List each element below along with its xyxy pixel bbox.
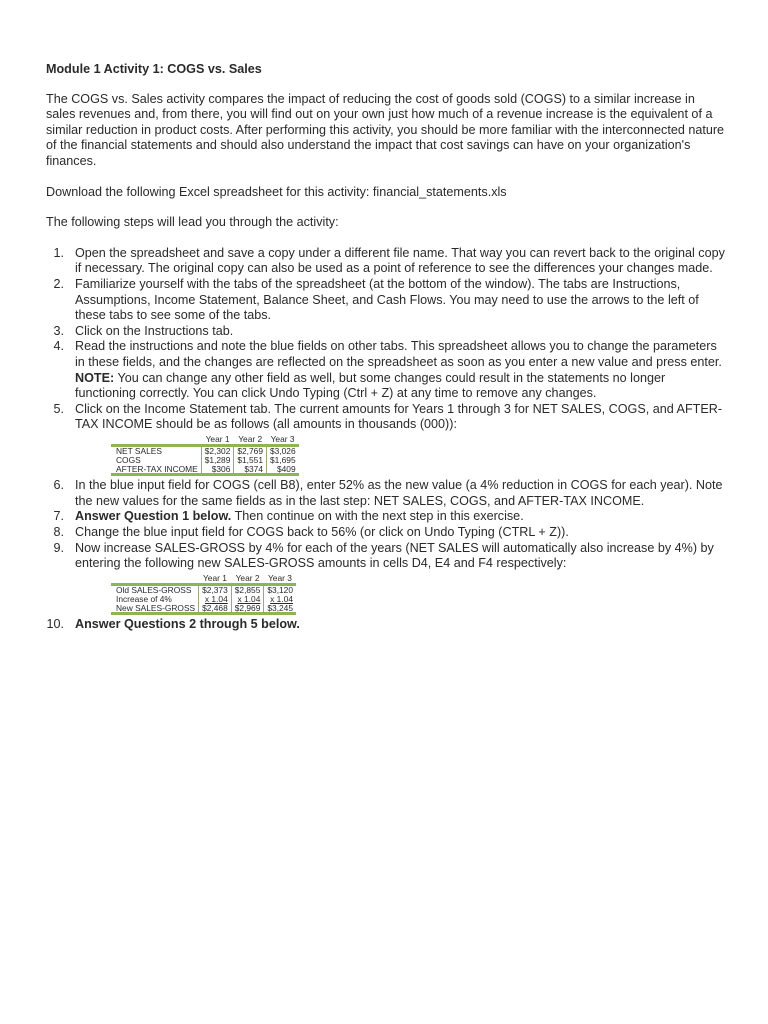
table-cell: $3,026	[266, 446, 298, 456]
step-item	[46, 339, 726, 401]
step-number: 8.	[53, 525, 64, 540]
row-label: Increase of 4%	[116, 594, 172, 604]
column-header: Year 1	[202, 572, 227, 583]
step-text: Change the blue input field for COGS back to 56% (or click on Undo Typing (CTRL + Z)).	[75, 525, 569, 540]
table-cell: $1,695	[266, 456, 298, 465]
step-number: 1.	[53, 245, 64, 260]
table-row	[111, 604, 296, 614]
table-cell: $374	[234, 465, 267, 475]
step-item	[46, 246, 726, 277]
table-header-row	[111, 435, 299, 446]
intro-paragraph: The COGS vs. Sales activity compares the impact of reducing the cost of goods sold (COGS) to a similar increase in sales revenues and, from there, you will find out on your own just how much of a revenue increase is the equivalent of a similar reduction in product costs. After performing this activity, you should be more familiar with the interconnected nature of the financial statements and should also understand the impact that cost savings can have on your organization's finances.	[46, 91, 725, 168]
table-cell: x 1.04	[231, 595, 264, 604]
table-cell: $3,120	[264, 585, 296, 595]
step-number: 3.	[53, 323, 64, 338]
step-bold-text: Answer Question 1 below.	[75, 509, 232, 524]
steps-list	[46, 246, 726, 633]
table-cell: $2,302	[201, 446, 234, 456]
sales-gross-table	[111, 574, 296, 615]
step-item	[46, 525, 726, 541]
note-label: NOTE:	[75, 370, 115, 385]
income-statement-table	[111, 435, 299, 476]
table-cell: $409	[266, 465, 298, 475]
column-header: Year 3	[267, 572, 292, 583]
step-item	[46, 277, 726, 324]
step-item	[46, 509, 726, 525]
step-bold-text: Answer Questions 2 through 5 below.	[75, 617, 300, 632]
income-table-wrap	[75, 433, 726, 478]
step-number: 10.	[46, 617, 64, 632]
step-number: 2.	[53, 276, 64, 291]
table-cell: $2,969	[231, 604, 264, 614]
step-text: Then continue on with the next step in this exercise.	[231, 509, 524, 524]
step-text: Click on the Instructions tab.	[75, 323, 234, 338]
row-label: AFTER-TAX INCOME	[111, 465, 201, 475]
step-text: Now increase SALES-GROSS by 4% for each of the years (NET SALES will automatically also increase by 4%) by entering the following new SALES-GROSS amounts in cells D4, E4 and F4 respectively:	[75, 540, 714, 571]
step-text: Read the instructions and note the blue fields on other tabs. This spreadsheet allows you to change the parameters in these fields, and the changes are reflected on the spreadsheet as soon as you enter a new value and press enter.	[75, 339, 722, 369]
step-text: In the blue input field for COGS (cell B8), enter 52% as the new value (a 4% reduction in COGS for each year). Note the new values for the same fields as in the last step: NET SALES, COGS, and AFTER-TAX INCOME.	[75, 478, 723, 508]
table-cell: $306	[201, 465, 234, 475]
table-cell: x 1.04	[264, 595, 296, 604]
step-text: Open the spreadsheet and save a copy under a different file name. That way you can revert back to the original copy if necessary. The original copy can also be used as a point of reference to see the differences your changes made.	[75, 245, 725, 276]
row-label: NET SALES	[111, 446, 201, 456]
download-paragraph: Download the following Excel spreadsheet for this activity: financial_statements.xls	[46, 184, 507, 199]
row-label: Old SALES-GROSS	[111, 585, 199, 595]
step-text: Familiarize yourself with the tabs of the spreadsheet (at the bottom of the window). The tabs are Instructions, Assumptions, Income Statement, Balance Sheet, and Cash Flows. You may need to use the arrows to the left of these tabs to see some of the tabs.	[75, 276, 699, 323]
row-label: New SALES-GROSS	[111, 604, 199, 614]
step-item	[46, 541, 726, 618]
table-header-row	[111, 574, 296, 585]
row-label: COGS	[116, 455, 141, 466]
column-header: Year 2	[235, 572, 260, 583]
table-cell: x 1.04	[199, 595, 232, 604]
step-number: 9.	[53, 540, 64, 555]
table-cell: $2,769	[234, 446, 267, 456]
table-cell: $3,245	[264, 604, 296, 614]
table-cell: $2,373	[199, 585, 232, 595]
table-row	[111, 465, 299, 475]
table-cell: $1,289	[201, 456, 234, 465]
step-item	[46, 324, 726, 340]
step-number: 6.	[53, 478, 64, 493]
step-number: 5.	[53, 401, 64, 416]
lead-paragraph: The following steps will lead you through the activity:	[46, 215, 339, 230]
column-header: Year 2	[238, 433, 263, 444]
sales-table-wrap	[75, 572, 726, 617]
document-body	[46, 62, 726, 633]
table-cell: $2,468	[199, 604, 232, 614]
page-title: Module 1 Activity 1: COGS vs. Sales	[46, 62, 262, 76]
step-number: 4.	[53, 339, 64, 354]
table-cell: $1,551	[234, 456, 267, 465]
column-header: Year 3	[270, 433, 295, 444]
column-header: Year 1	[205, 433, 230, 444]
step-item	[46, 478, 726, 509]
step-text: Click on the Income Statement tab. The current amounts for Years 1 through 3 for NET SALES, COGS, and AFTER-TAX INCOME should be as follows (all amounts in thousands (000)):	[75, 401, 723, 432]
step-item	[46, 402, 726, 479]
step-number: 7.	[53, 509, 64, 524]
step-item	[46, 617, 726, 633]
table-cell: $2,855	[231, 585, 264, 595]
note-text: You can change any other field as well, but some changes could result in the statements no longer functioning correctly. You can click Undo Typing (Ctrl + Z) at any time to remove any changes.	[75, 370, 666, 401]
